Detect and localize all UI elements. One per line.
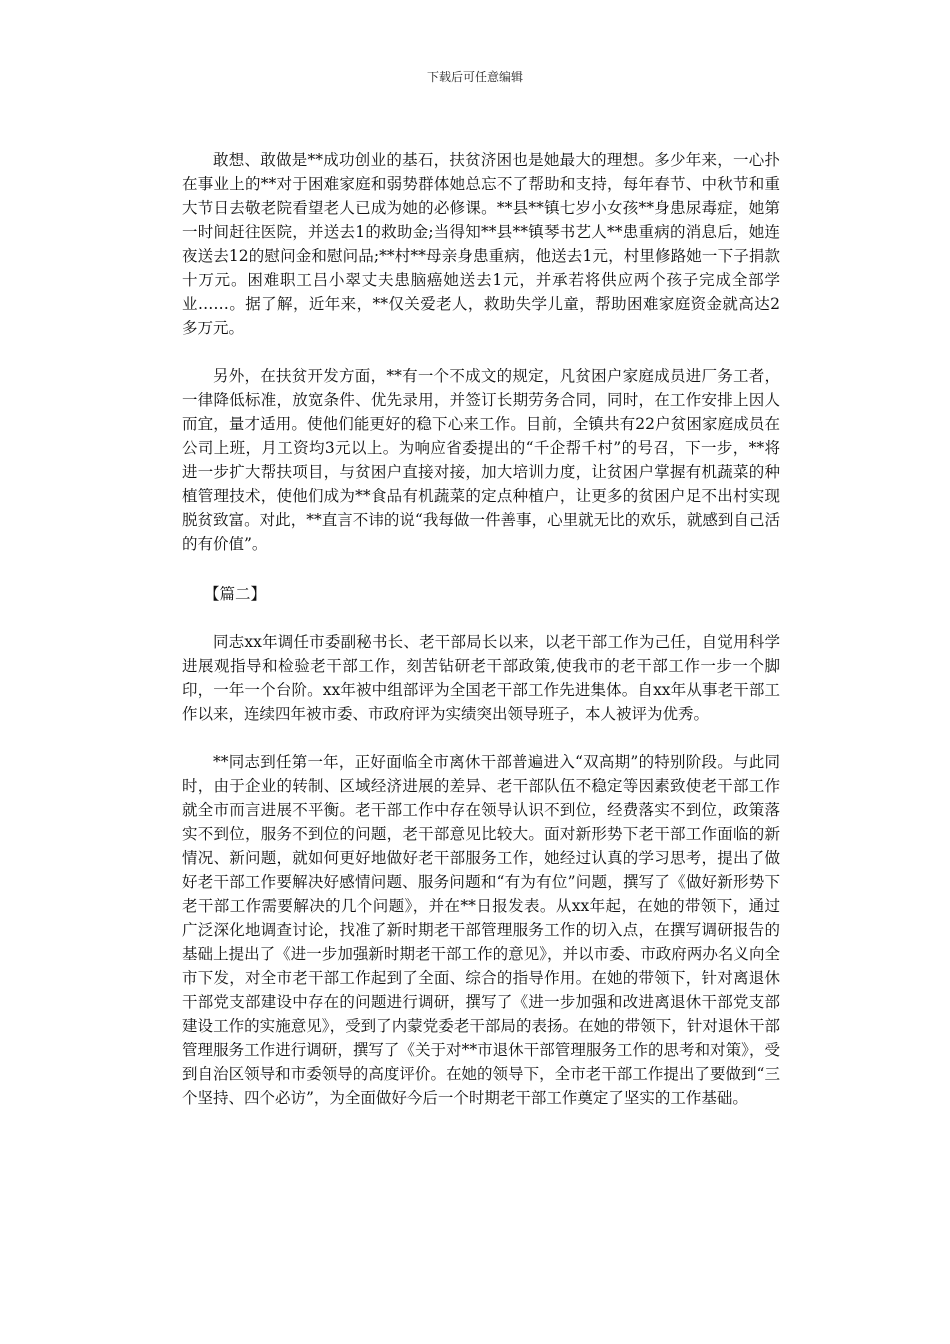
document-body [182, 148, 780, 1110]
paragraph-charity: 敢想、敢做是**成功创业的基石，扶贫济困也是她最大的理想。多少年来，一心扑在事业上的**对于困难家庭和弱势群体她总忘不了帮助和支持，每年春节、中秋节和重大节日去敬老院看望老人已成为她的必修课。**县**镇七岁小女孩**身患尿毒症，她第一时间赶往医院，并送去1的救助金;当得知**县**镇琴书艺人**患重病的消息后，她连夜送去12的慰问金和慰问品;**村**母亲身患重病，他送去1元，村里修路她一下子捐款十万元。困难职工吕小翠丈夫患脑癌她送去1元，并承若将供应两个孩子完成全部学业……。据了解，近年来，**仅关爱老人，救助失学儿童，帮助困难家庭资金就高达2多万元。 [182, 151, 780, 337]
paragraph-achievements: **同志到任第一年，正好面临全市离休干部普遍进入“双高期”的特别阶段。与此同时，由于企业的转制、区域经济进展的差异、老干部队伍不稳定等因素致使老干部工作就全市而言进展不平衡。老干部工作中存在领导认识不到位，经费落实不到位，政策落实不到位，服务不到位的问题，老干部意见比较大。面对新形势下老干部工作面临的新情况、新问题，就如何更好地做好老干部服务工作，她经过认真的学习思考，提出了做好老干部工作要解决好感情问题、服务问题和“有为有位”问题，撰写了《做好新形势下老干部工作需要解决的几个问题》，并在**日报发表。从xx年起，在她的带领下，通过广泛深化地调查讨论，找准了新时期老干部管理服务工作的切入点，在撰写调研报告的基础上提出了《进一步加强新时期老干部工作的意见》，并以市委、市政府两办名义向全市下发，对全市老干部工作起到了全面、综合的指导作用。在她的带领下，针对离退休干部党支部建设中存在的问题进行调研，撰写了《进一步加强和改进离退休干部党支部建设工作的实施意见》，受到了内蒙党委老干部局的表扬。在她的带领下，针对退休干部管理服务工作进行调研，撰写了《关于对**市退休干部管理服务工作的思考和对策》，受到自治区领导和市委领导的高度评价。在她的领导下，全市老干部工作提出了要做到“三个坚持、四个必访”，为全面做好今后一个时期老干部工作奠定了坚实的工作基础。 [182, 753, 780, 1107]
section-heading: 【篇二】 [204, 585, 267, 603]
header-note: 下载后可任意编辑 [426, 70, 523, 84]
paragraph-appointment: 同志xx年调任市委副秘书长、老干部局长以来，以老干部工作为己任，自觉用科学进展观指导和检验老干部工作，刻苦钻研老干部政策,使我市的老干部工作一步一个脚印，一年一个台阶。xx年被中组部评为全国老干部工作先进集体。自xx年从事老干部工作以来，连续四年被市委、市政府评为实绩突出领导班子，本人被评为优秀。 [182, 633, 780, 723]
paragraph-poverty-alleviation: 另外，在扶贫开发方面，**有一个不成文的规定，凡贫困户家庭成员进厂务工者，一律降低标准，放宽条件、优先录用，并签订长期劳务合同，同时，在工作安排上因人而宜，量才适用。使他们能更好的稳下心来工作。目前，全镇共有22户贫困家庭成员在公司上班，月工资均3元以上。为响应省委提出的“千企帮千村”的号召，下一步，**将进一步扩大帮扶项目，与贫困户直接对接，加大培训力度，让贫困户掌握有机蔬菜的种植管理技术，使他们成为**食品有机蔬菜的定点种植户，让更多的贫困户足不出村实现脱贫致富。对此，**直言不讳的说“我每做一件善事，心里就无比的欢乐，就感到自己活的有价值”。 [182, 367, 780, 553]
